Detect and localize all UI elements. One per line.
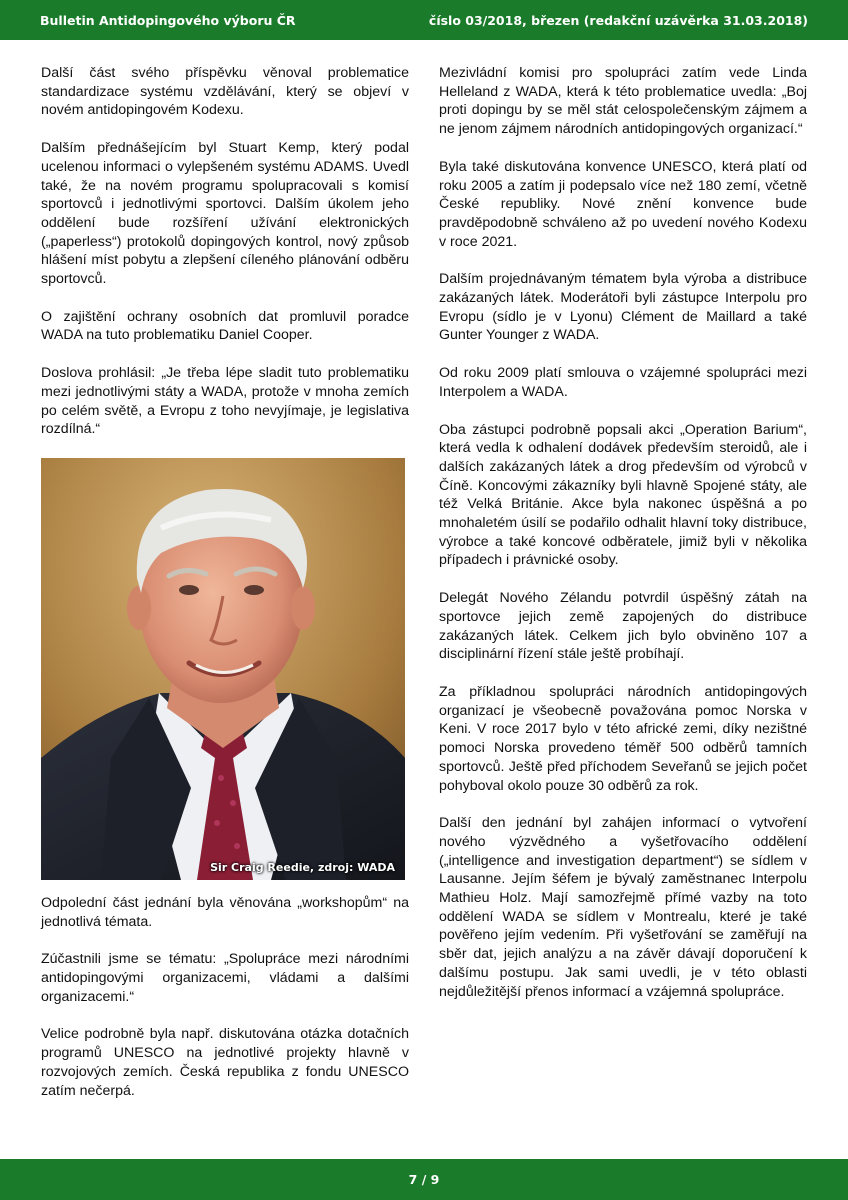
paragraph: Dalším projednávaným tématem byla výroba a distribuce zakázaných látek. Moderátoři byli zástupce Interpolu pro Evropu (sídlo je v Lyonu) Clément de Maillard a také Gunter Younger z WADA. (439, 271, 807, 344)
paragraph: Za příkladnou spolupráci národních antidopingových organizací je všeobecně považována pomoc Norska v Keni. V roce 2017 bylo v této africké zemi, díky nezištné pomoci Norska provedeno téměř 500 odběrů tamních sportovců. Ještě před příchodem Seveřanů se jejich počet pohyboval okolo pouze 30 odběrů za rok. (439, 683, 807, 794)
portrait-illustration (41, 458, 405, 880)
portrait-photo (41, 458, 405, 880)
paragraph: Doslova prohlásil: „Je třeba lépe sladit tuto problematiku mezi jednotlivými státy a WADA, protože v mnoha zemích po celém světě, a Evropu z toho nevyjímaje, je legislativa rozdílná.“ (41, 365, 409, 438)
bulletin-title: Bulletin Antidopingového výboru ČR (40, 12, 296, 28)
paragraph: O zajištění ochrany osobních dat promluvil poradce WADA na tuto problematiku Daniel Cooper. (41, 308, 409, 344)
paragraph: Dalším přednášejícím byl Stuart Kemp, který podal ucelenou informaci o vylepšeném systému ADAMS. Uvedl také, že na novém programu spolupracovali s komisí sportovců i jednotlivými sportovci. Dalším úkolem jeho oddělení bude rozšíření užívání elektronických („paperless“) protokolů dopingových kontrol, nový způsob hlášení míst pobytu a zlepšení cíleného plánování odběru sportovců. (41, 140, 409, 288)
paragraph: Mezivládní komisi pro spolupráci zatím vede Linda Helleland z WADA, která k této problematice uvedla: „Boj proti dopingu by se měl stát celospolečenským zájmem a ne jenom zájmem národních antidopingových organizací.“ (439, 65, 807, 138)
paragraph: Byla také diskutována konvence UNESCO, která platí od roku 2005 a zatím ji podepsalo více než 180 zemí, včetně České republiky. Nové znění konvence bude pravděpodobně schváleno až po uvedení nového Kodexu v roce 2021. (439, 158, 807, 250)
paragraph: Další den jednání byl zahájen informací o vytvoření nového výzvědného a vyšetřovacího oddělení („intelligence and investigation department“) se sídlem v Lausanne. Jejím šéfem je bývalý zaměstnanec Interpolu Mathieu Holz. Mají samozřejmě přímé vazby na toto oddělení WADA se sídlem v Montrealu, které je také pověřeno jejím vedením. Při vyšetřování se zaměřují na sběr dat, jejich analýzu a na závěr dávají doporučení k dalšímu postupu. Jak sami uvedli, je v této oblasti nejdůležitější přenos informací a vzájemná spolupráce. (439, 815, 807, 1000)
paragraph: Odpolední část jednání byla věnována „workshopům“ na jednotlivá témata. (41, 894, 409, 930)
left-column (41, 64, 409, 1119)
page-header (0, 0, 848, 40)
paragraph: Od roku 2009 platí smlouva o vzájemné spolupráci mezi Interpolem a WADA. (439, 365, 807, 400)
paragraph: Další část svého příspěvku věnoval problematice standardizace systému vzdělávání, který se objeví v novém antidopingovém Kodexu. (41, 65, 409, 119)
paragraph: Velice podrobně byla např. diskutována otázka dotačních programů UNESCO na jednotlivé projekty hlavně v rozvojových zemích. Česká republika z fondu UNESCO zatím nečerpá. (41, 1026, 409, 1099)
page-number: 7 / 9 (408, 1172, 440, 1187)
paragraph: Zúčastnili jsme se tématu: „Spolupráce mezi národními antidopingovými organizacemi, vládami a dalšími organizacemi.“ (41, 951, 409, 1005)
right-column (439, 64, 807, 1020)
issue-info: číslo 03/2018, březen (redakční uzávěrka 31.03.2018) (428, 12, 808, 28)
photo-caption: Sir Craig Reedie, zdroj: WADA (210, 860, 395, 874)
paragraph: Delegát Nového Zélandu potvrdil úspěšný zátah na sportovce jejich země zapojených do distribuce zakázaných látek. Celkem jich bylo obviněno 107 a disciplinární řízení stále ještě probíhají. (439, 590, 807, 663)
paragraph: Oba zástupci podrobně popsali akci „Operation Barium“, která vedla k odhalení dodávek především steroidů, ale i dalších zakázaných látek a drog především od výrobců v Číně. Koncovými zákazníky byli hlavně Spojené státy, ale též Velká Británie. Akce byla nakonec úspěšná a po mnohaletém úsilí se podařilo odhalit hlavní toky distribuce, výrobce a také koncové odběratele, jimiž byli v několika případech i právnické osoby. (439, 421, 807, 569)
page-footer (0, 1159, 848, 1200)
